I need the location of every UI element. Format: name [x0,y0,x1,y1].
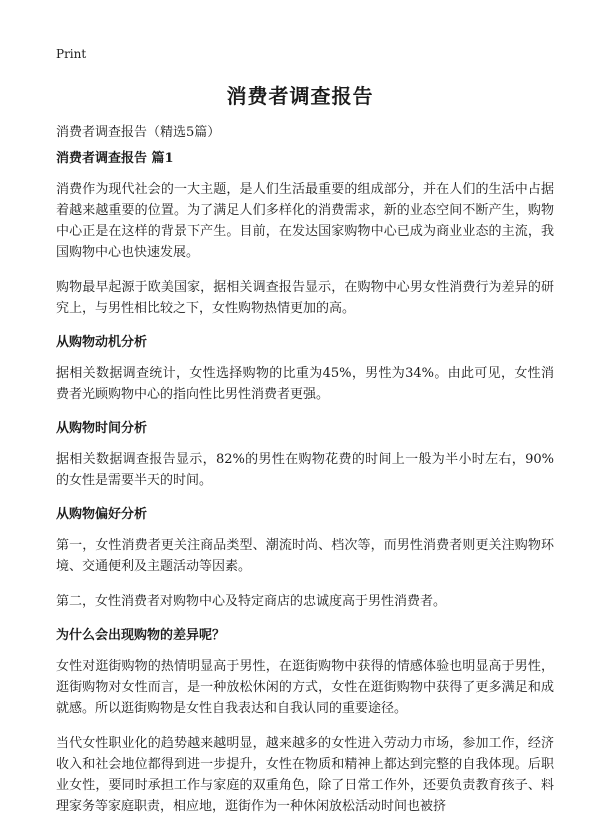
paragraph: 第二，女性消费者对购物中心及特定商店的忠诚度高于男性消费者。 [56,594,447,609]
document-body [56,149,554,831]
paragraph: 第一，女性消费者更关注商品类型、潮流时尚、档次等，而男性消费者则更关注购物环境、交通便利及主题活动等因素。 [56,538,554,574]
print-label[interactable]: Print [56,47,87,61]
section-heading: 消费者调查报告 篇1 [56,151,174,166]
section-heading: 为什么会出现购物的差异呢？ [56,628,226,643]
section-heading: 从购物时间分析 [56,421,148,436]
section-heading: 从购物动机分析 [56,335,148,350]
document-title: 消费者调查报告 [226,84,374,108]
paragraph: 女性对逛街购物的热情明显高于男性，在逛街购物中获得的情感体验也明显高于男性，逛街购物对女性而言，是一种放松休闲的方式，女性在逛街购物中获得了更多满足和成就感。所以逛街购物是女性自我表达和自我认同的重要途径。 [56,659,554,716]
paragraph: 购物最早起源于欧美国家，据相关调查报告显示，在购物中心男女性消费行为差异的研究上，与男性相比较之下，女性购物热情更加的高。 [56,280,554,316]
section-heading: 从购物偏好分析 [56,507,148,522]
paragraph: 据相关数据调查统计，女性选择购物的比重为45%，男性为34%。由此可见，女性消费者光顾购物中心的指向性比男性消费者更强。 [56,366,554,402]
paragraph: 消费作为现代社会的一大主题，是人们生活最重要的组成部分，并在人们的生活中占据着越来越重要的位置。为了满足人们多样化的消费需求，新的业态空间不断产生，购物中心正是在这样的背景下产生。目前，在发达国家购物中心已成为商业业态的主流，我国购物中心也快速发展。 [56,182,554,260]
paragraph: 当代女性职业化的趋势越来越明显，越来越多的女性进入劳动力市场，参加工作，经济收入和社会地位都得到进一步提升，女性在物质和精神上都达到完整的自我体现。后职业女性，要同时承担工作与家庭的双重角色，除了日常工作外，还要负责教育孩子、料理家务等家庭职责，相应地，逛街作为一种休闲放松活动时间也被挤 [56,736,554,814]
document-subtitle: 消费者调查报告（精选5篇） [56,125,221,140]
paragraph: 据相关数据调查报告显示，82%的男性在购物花费的时间上一般为半小时左右，90%的女性是需要半天的时间。 [56,452,554,488]
